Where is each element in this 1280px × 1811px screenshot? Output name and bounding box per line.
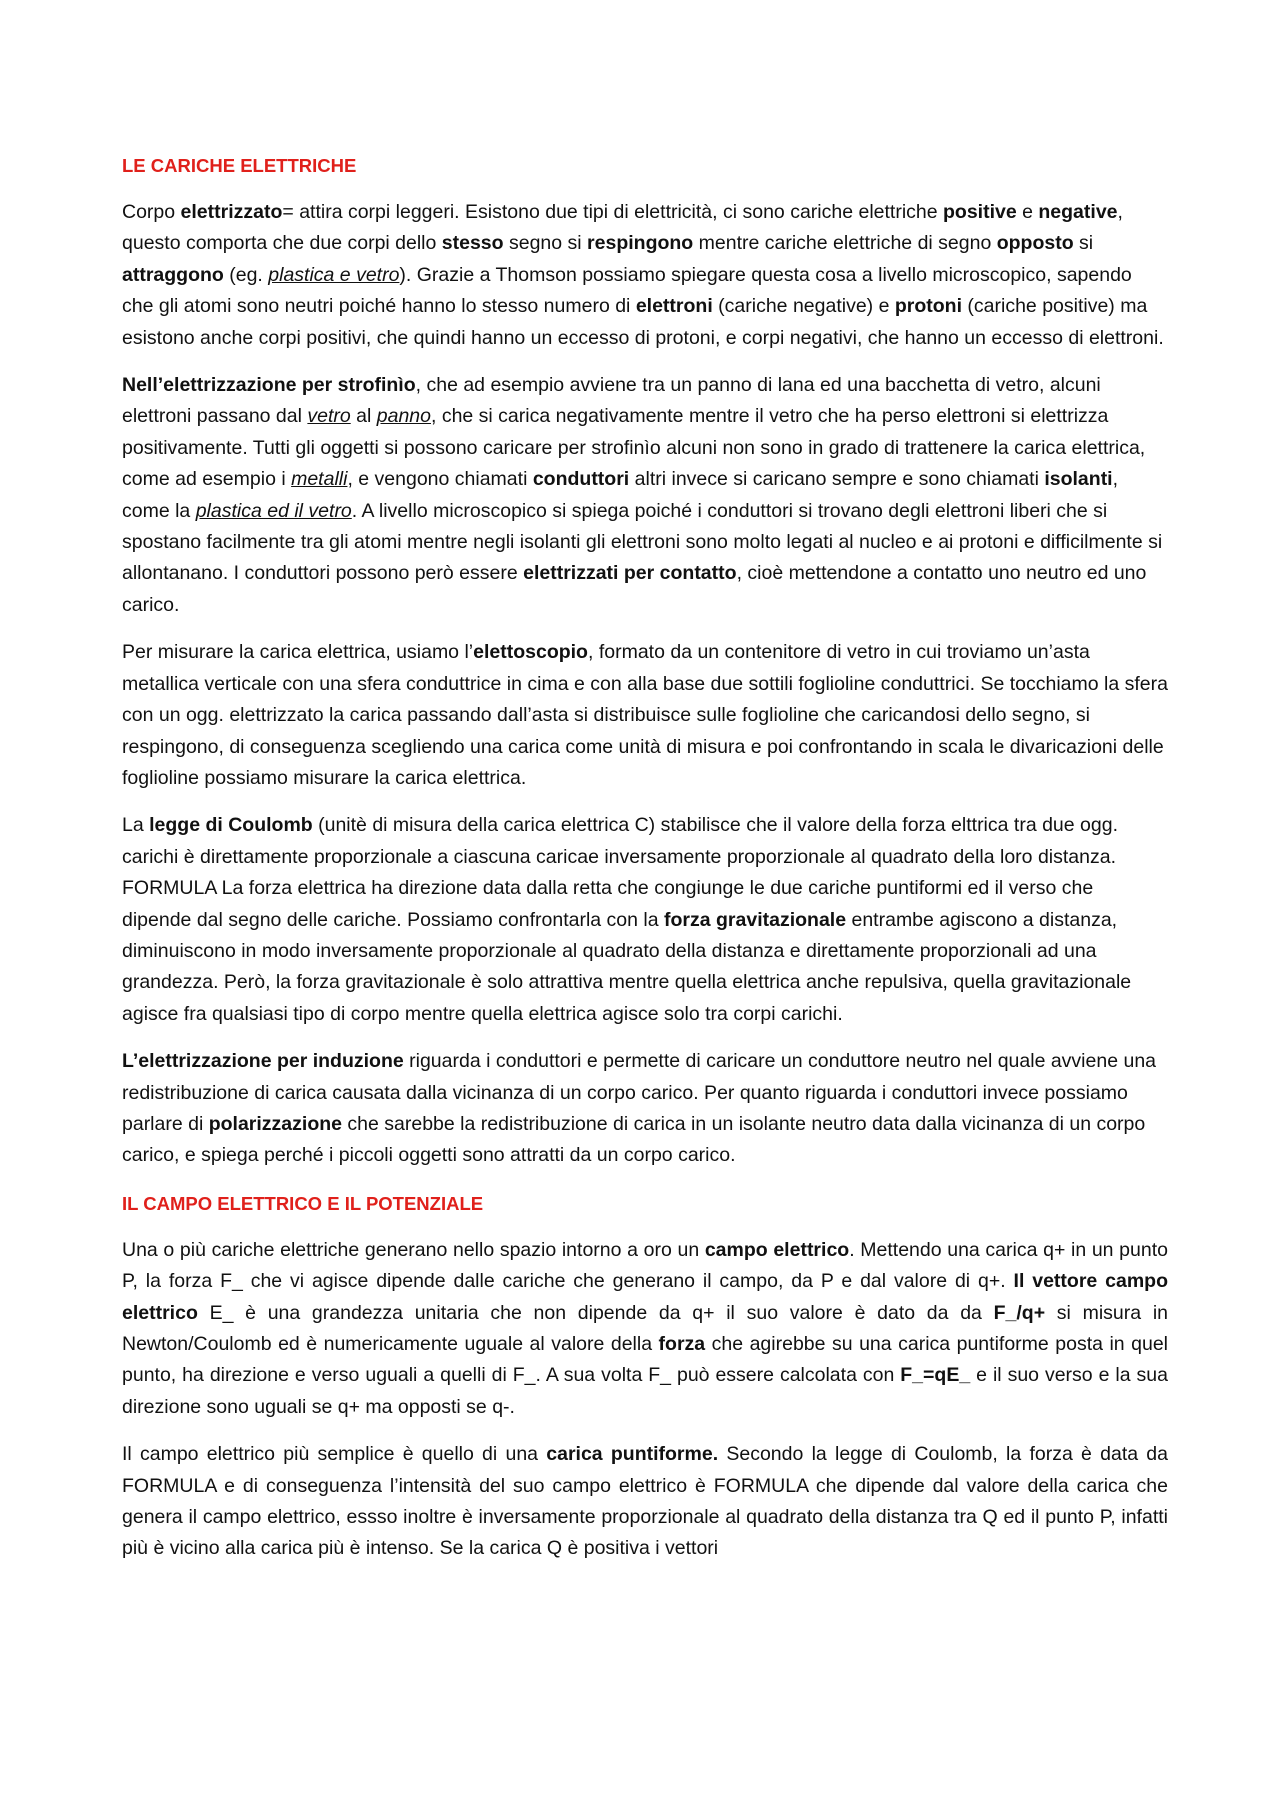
text-run: , cioè mettendone a contatto uno neutro ed uno carico. [122, 562, 1147, 616]
bold-term: polarizzazione [208, 1112, 342, 1135]
bold-term: conduttori [532, 468, 630, 491]
bold-term: attraggono [122, 263, 224, 286]
text-run: Una o più cariche elettriche generano nello spazio intorno a oro un [122, 1238, 705, 1261]
bold-term: opposto [996, 232, 1074, 255]
bold-term: L’elettrizzazione per induzione [122, 1050, 404, 1073]
text-run: (cariche positive) ma esistono anche corpi positivi, che quindi hanno un eccesso di protoni, e corpi negativi, che hanno un eccesso di elettroni. [122, 295, 1164, 349]
text-run: , che ad esempio avviene tra un panno di lana ed una bacchetta di vetro, alcuni elettroni passano dal [122, 374, 1101, 428]
bold-term: forza [658, 1333, 706, 1355]
text-run: Corpo [122, 201, 181, 223]
section-title: LE CARICHE ELETTRICHE [122, 155, 357, 176]
text-run: entrambe agiscono a distanza, diminuiscono in modo inversamente proporzionale al quadrato della distanza e direttamente proporzionali ad una grandezza. Però, la forza gravitazionale è solo attrattiva mentre quella elettrica anche repulsiva, quella gravitazionale agisce fra qualsiasi tipo di corpo mentre quella elettrica agisce solo tra corpi carichi. [122, 908, 1132, 1025]
text-run: al [350, 405, 377, 428]
text-run: si misura in Newton/Coulomb ed è numericamente uguale al valore della [122, 1301, 1168, 1355]
text-run: . A livello microscopico si spiega poiché i conduttori si trovano degli elettroni liberi che si spostano facilmente tra gli atomi mentre negli isolanti gli elettroni sono molto legati al nucleo e ai protoni e difficilmente si allontanano. I conduttori possono però essere [122, 499, 1163, 585]
text-run: ). Grazie a Thomson possiamo spiegare questa cosa a livello microscopico, sapendo che gli atomi sono neutri poiché hanno lo stesso numero di [122, 263, 1132, 318]
text-run: , questo comporta che due corpi dello [122, 201, 1123, 255]
text-run: (eg. [223, 263, 269, 286]
bold-term: elettrizzati per contatto [523, 562, 737, 585]
text-run: Per misurare la carica elettrica, usiamo l’ [122, 641, 474, 664]
section-cariche [122, 150, 1168, 1172]
bold-term: campo elettrico [704, 1238, 850, 1261]
text-run: mentre cariche elettriche di segno [693, 232, 997, 255]
text-run: e [1016, 201, 1039, 223]
bold-term: F_/q+ [993, 1301, 1046, 1324]
bold-term: F_=qE_ [900, 1364, 971, 1387]
bold-term: forza gravitazionale [664, 908, 847, 931]
section-title: IL CAMPO ELETTRICO E IL POTENZIALE [122, 1192, 484, 1214]
paragraph [122, 370, 1168, 621]
text-run: che agirebbe su una carica puntiforme posta in quel punto, ha direzione e verso uguali a quelli di F_. A sua volta F_ può essere calcolata con [122, 1333, 1168, 1387]
text-run: , come la [122, 468, 1119, 522]
text-run: si [1073, 232, 1094, 255]
underlined-term: metalli [291, 468, 348, 491]
paragraph [122, 1439, 1168, 1565]
bold-term: positive [943, 201, 1017, 223]
bold-term: Nell’elettrizzazione per strofinìo [122, 374, 416, 397]
underlined-term: panno [376, 405, 431, 428]
text-run: altri invece si caricano sempre e sono chiamati [629, 468, 1045, 491]
bold-term: protoni [894, 295, 962, 318]
bold-term: legge di Coulomb [149, 814, 313, 837]
text-run: segno si [503, 232, 588, 255]
text-run: , formato da un contenitore di vetro in cui troviamo un’asta metallica verticale con una sfera conduttrice in cima e con alla base due sottili foglioline conduttrici. Se tocchiamo la sfera con un ogg. elettrizzato la carica passando dall’asta si distribuisce sulle foglioline che caricandosi dello segno, si respingono, di conseguenza scegliendo una carica come unità di misura e poi confrontando in scala le divaricazioni delle foglioline possiamo misurare la carica elettrica. [122, 641, 1168, 789]
text-run: , che si carica negativamente mentre il vetro che ha perso elettroni si elettrizza positivamente. Tutti gli oggetti si possono caricare per strofinìo alcuni non sono in grado di trattenere la carica elettrica, come ad esempio i [122, 405, 1146, 491]
document-page [122, 150, 1168, 1581]
paragraph [122, 1235, 1168, 1423]
bold-term: isolanti [1044, 468, 1113, 491]
bold-term: Il vettore campo elettrico [122, 1270, 1168, 1324]
section-campo [122, 1188, 1168, 1565]
text-run: La [122, 814, 150, 837]
text-run: Secondo la legge di Coulomb, la forza è data da FORMULA e di conseguenza l’intensità del suo campo elettrico è FORMULA che dipende dal valore della carica che genera il campo elettrico, essso inoltre è inversamente proporzionale al quadrato della distanza tra Q ed il punto P, infatti più è vicino alla carica più è intenso. Se la carica Q è positiva i vettori [122, 1443, 1169, 1560]
paragraph [122, 810, 1168, 1030]
bold-term: elettroni [635, 295, 713, 318]
bold-term: elettrizzato [180, 201, 283, 223]
underlined-term: plastica ed il vetro [195, 499, 352, 522]
text-run: , e vengono chiamati [347, 468, 533, 491]
underlined-term: vetro [307, 405, 351, 428]
text-run: e il suo verso e la sua direzione sono uguali se q+ ma opposti se q-. [122, 1364, 1168, 1418]
text-run: (unitè di misura della carica elettrica C) stabilisce che il valore della forza elttrica tra due ogg. carichi è direttamente proporzionale a ciascuna caricae inversamente proporzionale al quadrato della loro distanza. FORMULA La forza elettrica ha direzione data dalla retta che congiunge le due cariche puntiformi ed il verso che dipende dal segno delle cariche. Possiamo confrontarla con la [122, 814, 1118, 931]
text-run: (cariche negative) e [712, 295, 895, 318]
text-run: . Mettendo una carica q+ in un punto P, la forza F_ che vi agisce dipende dalle cariche che generano il campo, da P e dal valore di q+. [122, 1238, 1168, 1293]
paragraph [122, 197, 1168, 354]
underlined-term: plastica e vetro [268, 263, 400, 286]
section-body [122, 197, 1168, 1172]
bold-term: stesso [441, 232, 504, 255]
text-run: E_ è una grandezza unitaria che non dipende da q+ il suo valore è dato da da [197, 1301, 994, 1324]
bold-term: elettoscopio [473, 641, 588, 664]
text-run: Il campo elettrico più semplice è quello di una [122, 1443, 547, 1466]
paragraph [122, 1046, 1168, 1172]
text-run: = attira corpi leggeri. Esistono due tipi di elettricità, ci sono cariche elettriche [282, 201, 944, 223]
text-run: che sarebbe la redistribuzione di carica in un isolante neutro data dalla vicinanza di un corpo carico, e spiega perché i piccoli oggetti sono attratti da un corpo carico. [122, 1112, 1146, 1167]
bold-term: respingono [587, 232, 694, 255]
text-run: riguarda i conduttori e permette di caricare un conduttore neutro nel quale avviene una redistribuzione di carica causata dalla vicinanza di un corpo carico. Per quanto riguarda i conduttori invece possiamo parlare di [122, 1050, 1157, 1135]
section-body [122, 1235, 1168, 1565]
bold-term: carica puntiforme. [546, 1443, 719, 1466]
bold-term: negative [1038, 201, 1118, 223]
paragraph [122, 637, 1168, 794]
